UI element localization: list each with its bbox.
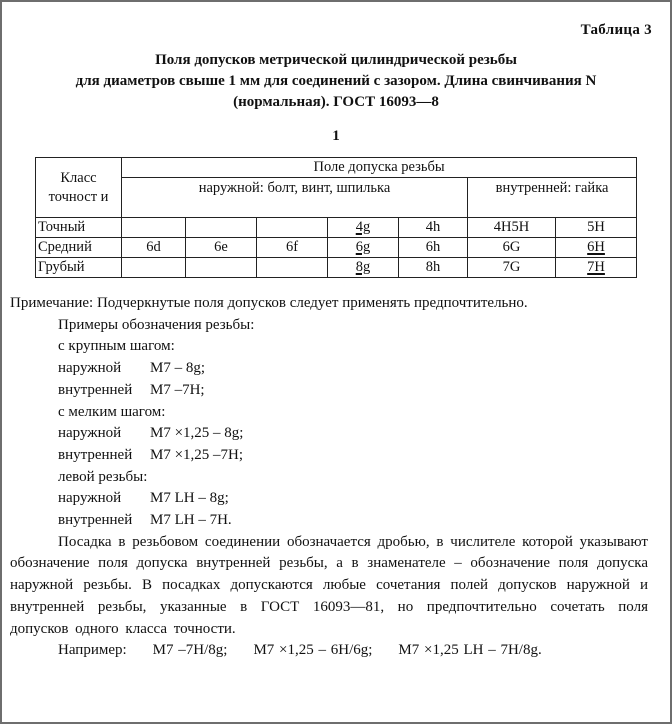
example-line: [10, 445, 648, 467]
header-internal-thread: внутренней: гайка: [468, 178, 637, 218]
title-line: для диаметров свыше 1 мм для соединений с зазором. Длина свинчивания N: [75, 73, 597, 89]
preferred-underline: 8g: [355, 259, 371, 275]
example-label: внутренней: [58, 512, 133, 529]
example-line: [10, 488, 648, 510]
header-tolerance-field: Поле допуска резьбы: [122, 158, 637, 178]
table-label: Таблица 3: [580, 22, 652, 38]
header-accuracy-class: Класс точност и: [36, 158, 122, 218]
table-cell: 4h: [399, 218, 468, 238]
row-class: Точный: [36, 218, 122, 238]
table-number: 1: [332, 128, 340, 144]
example-value: M7 ×1,25 –7H;: [150, 446, 244, 463]
example-value: M7 –7H;: [150, 381, 205, 398]
example-label: внутренней: [58, 381, 133, 398]
table-row: [36, 258, 637, 278]
table-cell: 6f: [257, 238, 328, 258]
note-text: Примечание: Подчеркнутые поля допусков следует применять предпочтительно.: [10, 295, 528, 311]
fit-paragraph: Посадка в резьбовом соединении обозначается дробью, в числителе которой указывают обозначение поля допуска внутренней резьбы, а в знаменателе – обозначение поля допуска наружной резьбы. В посадках допускаются любые сочетания полей допусков наружной и внутренней резьбы, указанные в ГОСТ 16093—81, но предпочтительно сочетать поля допусков одного класса точности.: [10, 533, 648, 637]
table-cell: 7G: [468, 258, 556, 278]
left-thread-heading: левой резьбы:: [58, 468, 148, 485]
title-line: Поля допусков метрической цилиндрической резьбы: [155, 52, 517, 68]
fit-example: M7 –7H/8g;: [152, 642, 228, 659]
example-line: [10, 510, 648, 532]
fit-example: M7 ×1,25 LH – 7H/8g.: [398, 642, 542, 659]
header-external-thread: наружной: болт, винт, шпилька: [122, 178, 468, 218]
example-value: M7 – 8g;: [150, 360, 206, 377]
fit-example: M7 ×1,25 – 6H/6g;: [253, 642, 373, 659]
table-cell: [186, 218, 257, 238]
examples-heading: Примеры обозначения резьбы:: [58, 316, 255, 333]
table-cell: [257, 258, 328, 278]
table-cell: 8h: [399, 258, 468, 278]
example-label: внутренней: [58, 446, 133, 463]
table-cell: 5H: [556, 218, 637, 238]
coarse-pitch-heading: с крупным шагом:: [58, 338, 175, 355]
table-cell: [556, 258, 637, 278]
table-cell: [328, 258, 399, 278]
example-value: M7 LH – 7H.: [150, 512, 232, 529]
table-cell: [122, 258, 186, 278]
row-class: Средний: [36, 238, 122, 258]
fine-pitch-heading: с мелким шагом:: [58, 403, 166, 420]
table-cell: 4H5H: [468, 218, 556, 238]
preferred-underline: 7H: [587, 259, 605, 275]
example-label: наружной: [58, 490, 122, 507]
example-value: M7 LH – 8g;: [150, 490, 229, 507]
table-row: [36, 218, 637, 238]
table-cell: [556, 238, 637, 258]
preferred-underline: 4g: [355, 219, 371, 235]
fit-example-label: Например:: [58, 642, 127, 659]
table-cell: [328, 218, 399, 238]
row-class: Грубый: [36, 258, 122, 278]
table-cell: [186, 258, 257, 278]
example-line: [10, 380, 648, 402]
example-value: M7 ×1,25 – 8g;: [150, 425, 244, 442]
table-cell: [257, 218, 328, 238]
document-title: [2, 50, 670, 113]
table-cell: 6e: [186, 238, 257, 258]
preferred-underline: 6g: [355, 239, 371, 255]
notes-section: [10, 293, 648, 662]
example-label: наружной: [58, 425, 122, 442]
table-cell: 6d: [122, 238, 186, 258]
example-line: [10, 358, 648, 380]
table-cell: [122, 218, 186, 238]
preferred-underline: 6H: [587, 239, 605, 255]
example-line: [10, 423, 648, 445]
title-line: (нормальная). ГОСТ 16093—8: [233, 94, 439, 110]
table-row: [36, 238, 637, 258]
fit-examples: [10, 640, 648, 662]
table-cell: [328, 238, 399, 258]
tolerance-table: [35, 157, 637, 278]
example-label: наружной: [58, 360, 122, 377]
table-cell: 6h: [399, 238, 468, 258]
table-cell: 6G: [468, 238, 556, 258]
